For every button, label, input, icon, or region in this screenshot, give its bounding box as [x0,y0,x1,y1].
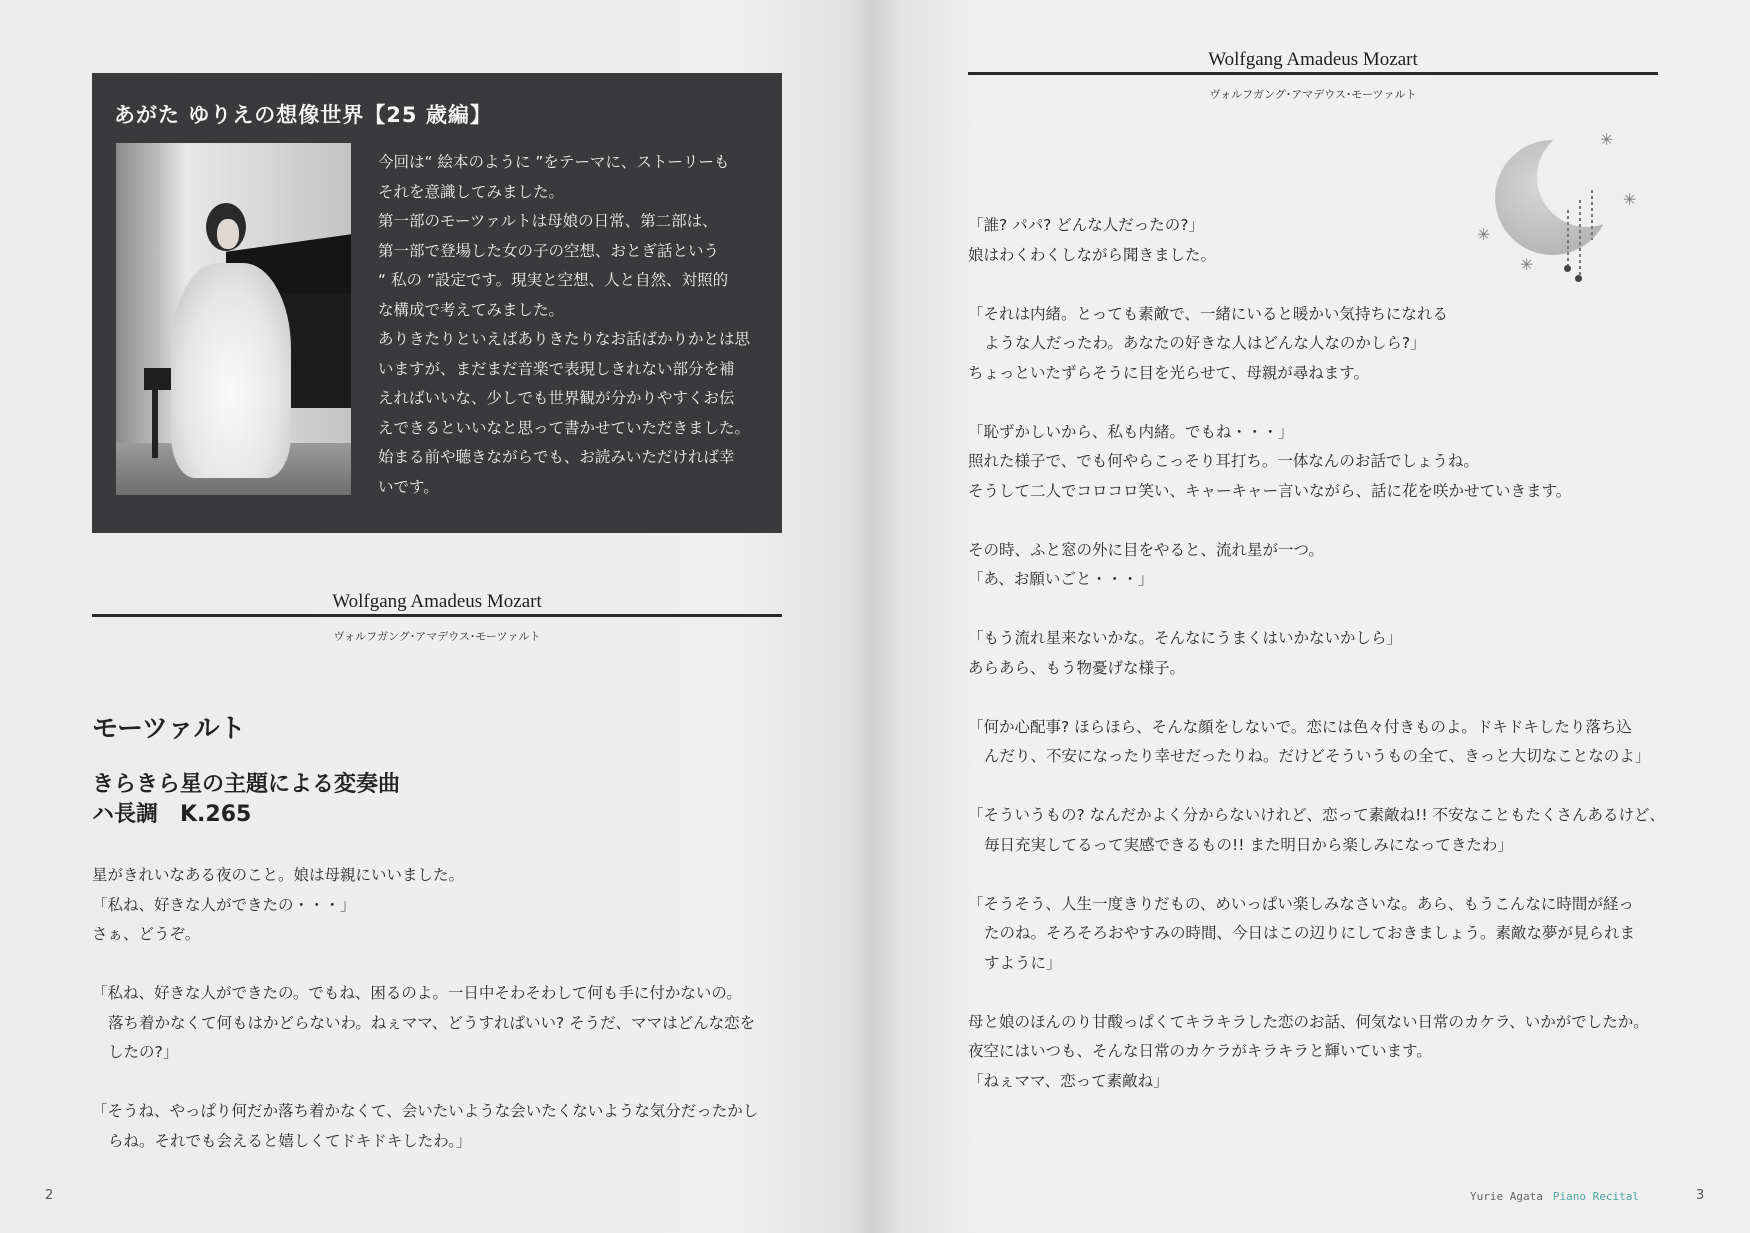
intro-line: えればいいな、少しでも世界観が分かりやすくお伝 [378,389,735,407]
story-line: 「あ、お願いごと・・・」 [968,570,1154,588]
footer-recital [1470,1190,1639,1203]
composer-kana: ヴォルフガング･アマデウス･モーツァルト [1209,88,1417,101]
composer-name: Wolfgang Amadeus Mozart [332,591,542,612]
story-line: 「ねぇママ、恋って素敵ね」 [968,1071,1169,1090]
story-line: すように」 [984,953,1062,972]
story-line: 娘はわくわくしながら聞きました。 [968,245,1217,264]
section-title: モーツァルト [92,714,246,744]
intro-line: いますが、まだまだ音楽で表現しきれない部分を補 [378,359,735,378]
left-page [0,0,873,1233]
story-left [92,861,792,1156]
footer-event: Piano Recital [1552,1190,1639,1203]
composer-rule [968,72,1658,75]
story-line: さぁ、どうぞ。 [92,925,201,943]
intro-line: 今回は“ 絵本のように ”をテーマに、ストーリーも [378,153,730,171]
intro-line: えできるといいなと思って書かせていただきました。 [378,418,751,437]
intro-line: 第一部のモーツァルトは母娘の日常、第二部は、 [378,212,718,230]
story-line: 「私ね、好きな人ができたの・・・」 [92,895,356,914]
composer-rule [92,614,782,617]
star-icon: ✳ [1520,255,1534,274]
page-number: 3 [1696,1188,1705,1203]
story-line: 「もう流れ星来ないかな。そんなにうまくはいかないかしら」 [968,629,1403,647]
blank-line [92,950,792,980]
story-line: 照れた様子で、でも何やらこっそり耳打ち。一体なんのお話でしょうね。 [968,452,1479,470]
intro-box [92,73,782,533]
story-line: らね。それでも会えると嬉しくてドキドキしたわ。」 [108,1131,472,1150]
piece-title-line: きらきら星の主題による変奏曲 [92,772,401,797]
star-icon: ✳ [1623,190,1637,209]
story-line: 「誰? パパ? どんな人だったの?」 [968,216,1205,234]
intro-line: ありきたりといえばありきたりなお話ばかりかとは思 [378,330,751,348]
piece-title [92,770,400,830]
story-line: 「そうそう、人生一度きりだもの、めいっぱい楽しみなさいな。あら、もうこんなに時間が経っ [968,894,1634,913]
composer-kana: ヴォルフガング･アマデウス･モーツァルト [333,630,541,643]
blank-line [968,772,1668,802]
intro-line: 第一部で登場した女の子の空想、おとぎ話という [378,241,720,260]
intro-line: 始まる前や聴きながらでも、お読みいただければ幸 [378,448,735,466]
piece-title-line: ハ長調 K.265 [92,802,252,827]
story-line: ような人だったわ。あなたの好きな人はどんな人なのかしら?」 [984,334,1426,352]
story-line: あらあら、もう物憂げな様子。 [968,658,1186,677]
story-line: その時、ふと窓の外に目をやると、流れ星が一つ。 [968,540,1324,559]
blank-line [968,595,1668,625]
blank-line [968,270,1668,300]
star-icon: ✳ [1477,225,1491,244]
story-line: したの?」 [108,1043,179,1061]
story-line: 「それは内緒。とっても素敵で、一緒にいると暖かい気持ちになれる [968,304,1448,323]
story-line: 落ち着かなくて何もはかどらないわ。ねぇママ、どうすればいい? そうだ、ママはどんな恋を [108,1013,756,1032]
story-line: 「そうね、やっぱり何だか落ち着かなくて、会いたいような会いたくないような気分だったかし [92,1102,759,1120]
story-line: 母と娘のほんのり甘酸っぱくてキラキラした恋のお話、何気ない日常のカケラ、いかがでしたか。 [968,1012,1649,1031]
blank-line [968,388,1668,418]
story-line: ちょっといたずらそうに目を光らせて、母親が尋ねます。 [968,363,1369,382]
story-line: 「私ね、好きな人ができたの。でもね、困るのよ。一日中そわそわして何も手に付かないの。 [92,984,742,1002]
story-line: そうして二人でコロコロ笑い、キャーキャー言いながら、話に花を咲かせていきます。 [968,481,1572,500]
intro-title: あがた ゆりえの想像世界【25 歳編】 [114,103,492,127]
story-line: 星がきれいなある夜のこと。娘は母親にいいました。 [92,866,465,884]
blank-line [968,978,1668,1008]
story-right [968,211,1668,1096]
intro-line: な構成で考えてみました。 [378,300,565,319]
story-line: 毎日充実してるって実感できるもの!! また明日から楽しみになってきたわ」 [984,835,1513,854]
blank-line [968,506,1668,536]
blank-line [92,1068,792,1098]
intro-line: “ 私の ”設定です。現実と空想、人と自然、対照的 [378,271,729,289]
footer-name: Yurie Agata [1470,1190,1543,1203]
story-line: たのね。そろそろおやすみの時間、今日はこの辺りにしておきましょう。素敵な夢が見られま [984,924,1636,942]
intro-line: それを意識してみました。 [378,182,565,201]
composer-name: Wolfgang Amadeus Mozart [1208,49,1418,70]
intro-text [378,148,763,502]
story-line: んだり、不安になったり幸せだったりね。だけどそういうもの全て、きっと大切なことなのよ」 [984,747,1651,765]
story-line: 「恥ずかしいから、私も内緒。でもね・・・」 [968,422,1294,441]
pianist-photo [116,143,351,495]
blank-line [968,683,1668,713]
story-line: 夜空にはいつも、そんな日常のカケラがキラキラと輝いています。 [968,1042,1432,1060]
intro-line: いです。 [378,477,439,496]
blank-line [968,860,1668,890]
story-line: 「そういうもの? なんだかよく分からないけれど、恋って素敵ね!! 不安なこともたくさんあるけど、 [968,806,1666,824]
page-number: 2 [45,1188,54,1203]
star-icon: ✳ [1600,130,1614,149]
story-line: 「何か心配事? ほらほら、そんな顔をしないで。恋には色々付きものよ。ドキドキしたり落ち込 [968,717,1632,736]
